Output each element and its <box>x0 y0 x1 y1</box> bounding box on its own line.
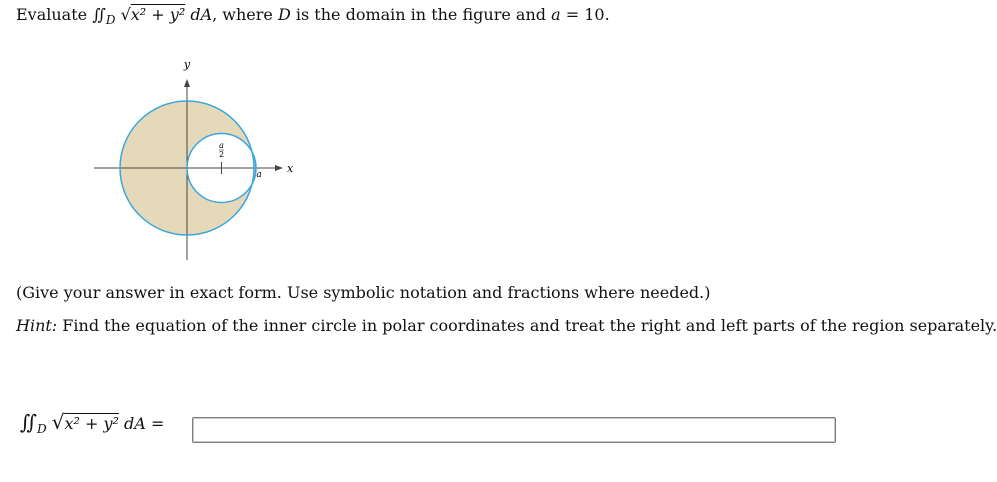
integral-sign: ∬ <box>92 5 106 24</box>
differential: dA <box>185 5 213 24</box>
hint-label: Hint: <box>16 316 58 335</box>
hint-text <box>16 316 997 335</box>
hint-body: Find the equation of the inner circle in polar coordinates and treat the right and left parts of the region separately. <box>57 316 997 335</box>
answer-row <box>20 405 860 455</box>
parameter-a: a <box>551 5 561 24</box>
answer-radical-sign: √ <box>51 410 65 434</box>
parameter-value: = 10. <box>560 5 610 24</box>
answer-radicand: x² + y² <box>64 414 119 433</box>
answer-integral-sign: ∬ <box>20 410 38 434</box>
answer-differential: dA = <box>118 414 165 433</box>
question-middle: , where <box>212 5 278 24</box>
a-label: a <box>256 170 262 180</box>
question-after-domain: is the domain in the figure and <box>290 5 552 24</box>
answer-domain-subscript: D <box>37 422 47 436</box>
integral-domain-subscript: D <box>105 13 116 27</box>
domain-variable: D <box>277 5 291 24</box>
radical-sign: √ <box>120 5 131 24</box>
half-a-label-denominator: 2 <box>218 150 225 159</box>
domain-figure <box>94 52 296 262</box>
question-prefix: Evaluate <box>16 5 88 24</box>
x-axis-label: x <box>287 162 294 175</box>
half-a-label-numerator: a <box>219 141 224 150</box>
radicand: x² + y² <box>130 5 186 24</box>
answer-label <box>20 410 164 436</box>
instructions-note: (Give your answer in exact form. Use symbolic notation and fractions where needed.) <box>16 283 711 302</box>
y-axis-label: y <box>183 58 191 71</box>
answer-input[interactable] <box>192 417 836 443</box>
question-text <box>16 5 610 27</box>
